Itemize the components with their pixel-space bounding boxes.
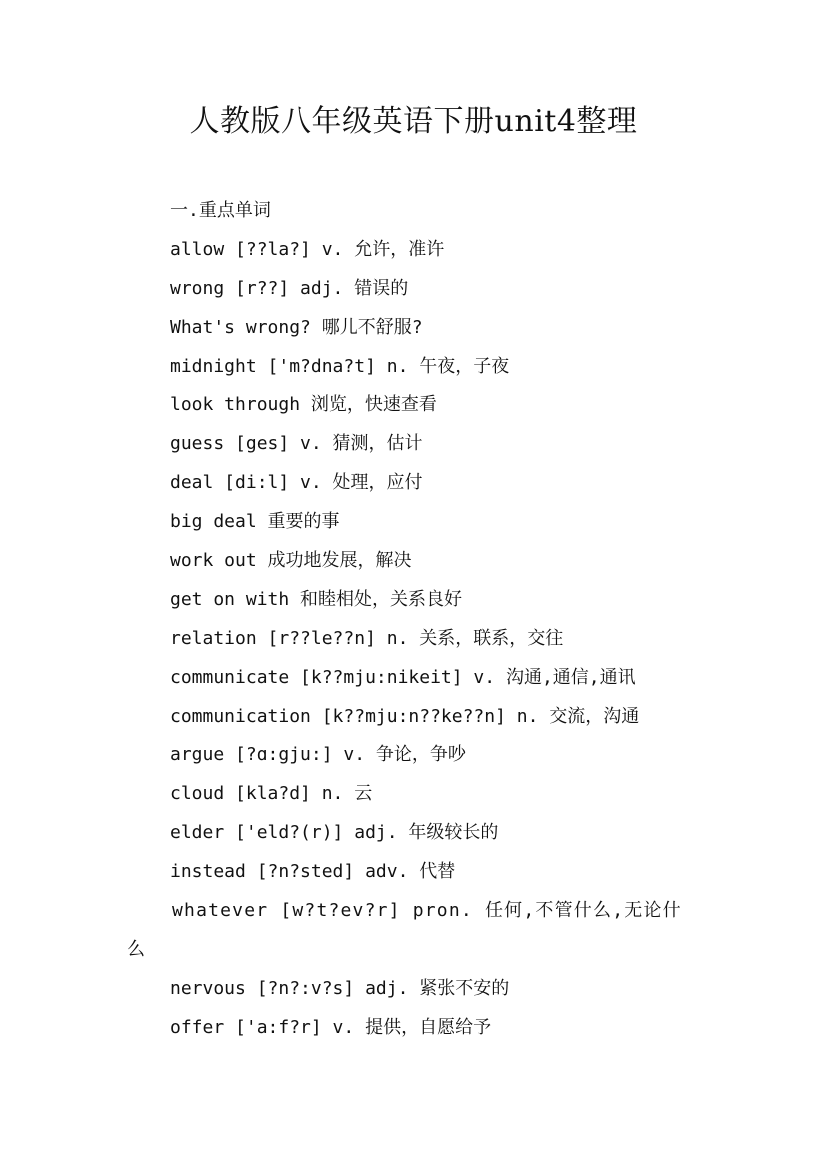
vocab-line: work out 成功地发展，解决 — [170, 550, 412, 572]
vocab-line: guess [ges] v. 猜测，估计 — [170, 433, 423, 455]
vocab-line: communication [k??mju:n??ke??n] n. 交流，沟通 — [170, 705, 640, 727]
vocab-line: big deal 重要的事 — [170, 511, 340, 533]
vocab-line: get on with 和睦相处，关系良好 — [170, 588, 463, 610]
vocab-line: elder ['eld?(r)] adj. 年级较长的 — [170, 822, 499, 844]
vocab-line: communicate [k??mju:nikeit] v. 沟通,通信,通讯 — [170, 666, 636, 688]
vocab-line: What's wrong? 哪儿不舒服? — [170, 316, 423, 338]
vocab-line: midnight ['m?dna?t] n. 午夜，子夜 — [170, 355, 510, 377]
vocab-line: nervous [?n?:v?s] adj. 紧张不安的 — [170, 977, 510, 999]
vocab-line: whatever [w?t?ev?r] pron. 任何,不管什么,无论什 — [172, 900, 682, 922]
vocab-line: instead [?n?sted] adv. 代替 — [170, 861, 456, 883]
vocabulary-list — [0, 192, 827, 1048]
vocab-line: argue [?ɑ:gju:] v. 争论，争吵 — [170, 744, 466, 766]
vocab-line: relation [r??le??n] n. 关系，联系，交往 — [170, 627, 564, 649]
vocab-line: look through 浏览，快速查看 — [170, 394, 437, 416]
vocab-line-continuation: 么 — [127, 938, 145, 960]
section-heading: 一.重点单词 — [170, 200, 271, 221]
document-title: 人教版八年级英语下册unit4整理 — [189, 104, 638, 139]
vocab-line: offer ['a:f?r] v. 提供，自愿给予 — [170, 1016, 492, 1038]
vocab-line: allow [??la?] v. 允许，准许 — [170, 238, 445, 260]
vocab-line: wrong [r??] adj. 错误的 — [170, 277, 409, 299]
vocab-line: deal [di:l] v. 处理，应付 — [170, 472, 423, 494]
vocab-line: cloud [kla?d] n. 云 — [170, 783, 373, 805]
